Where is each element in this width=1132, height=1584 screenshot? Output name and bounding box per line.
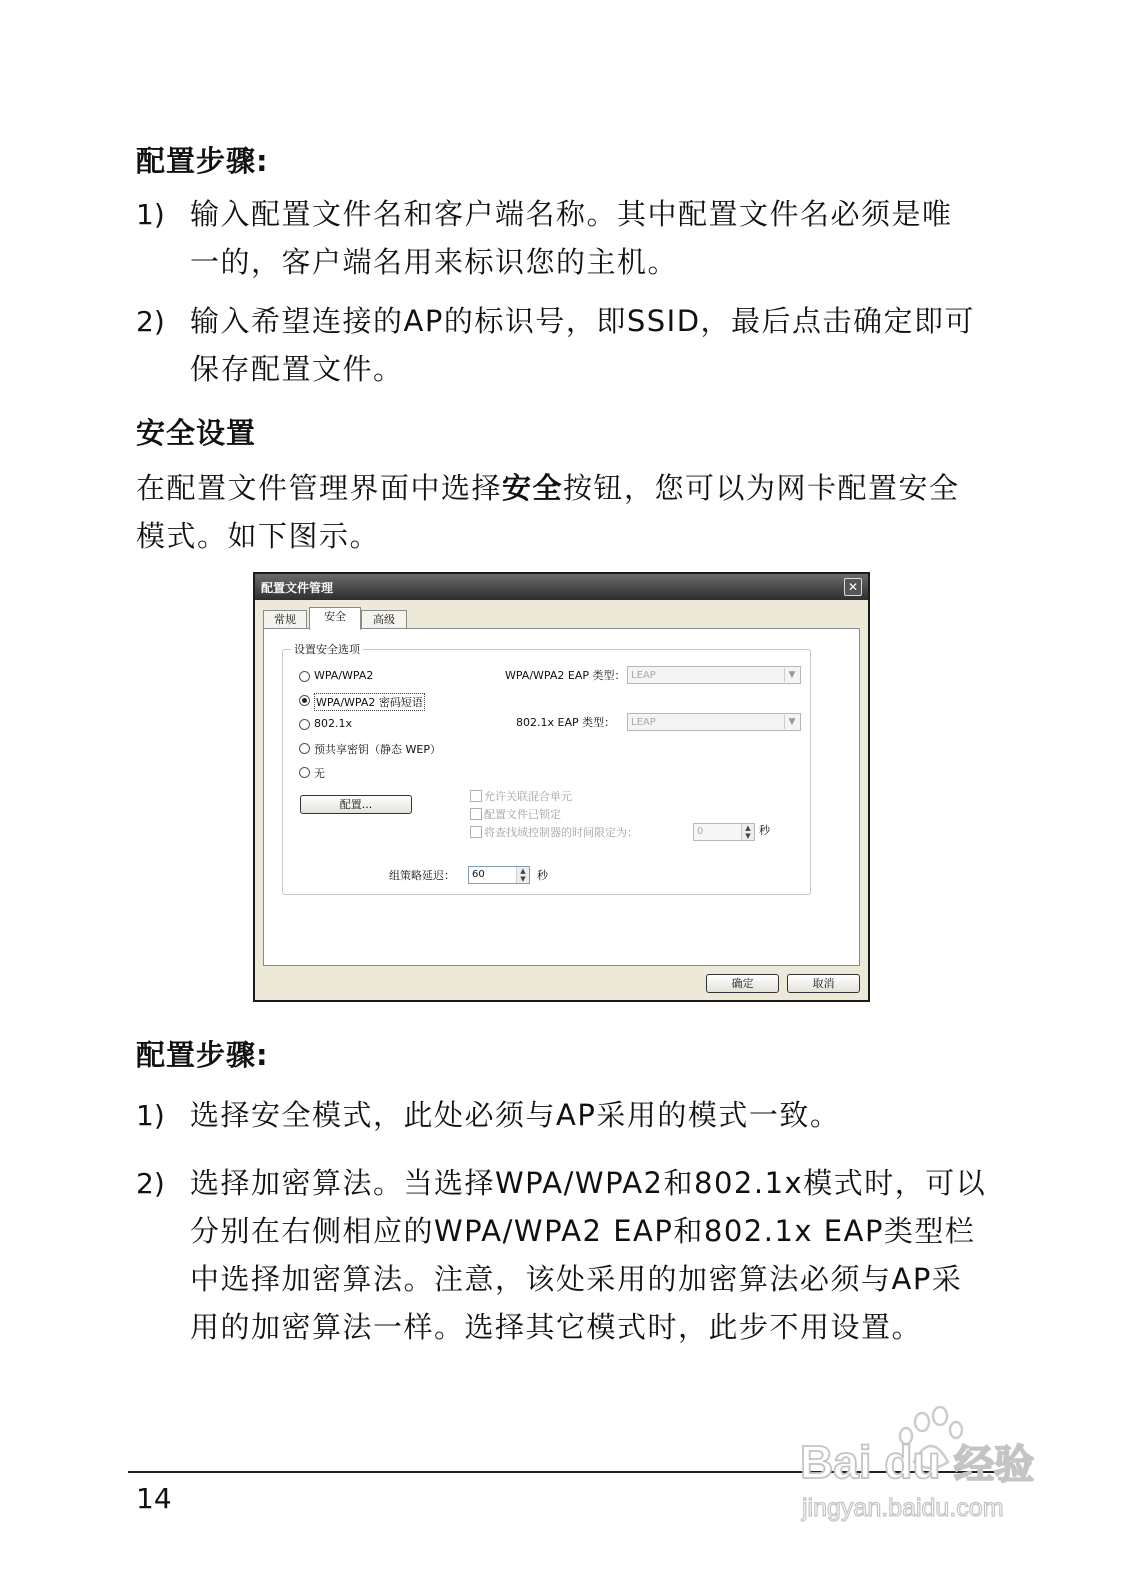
- wpa-eap-type-select[interactable]: [627, 666, 801, 684]
- intro-line: [136, 464, 960, 512]
- step-number: 1): [136, 1099, 165, 1132]
- step-number: 1): [136, 198, 165, 231]
- wpa-eap-type-label: WPA/WPA2 EAP 类型：: [505, 669, 626, 682]
- security-heading: 安全设置: [136, 416, 257, 450]
- radio-label: 预共享密钥（静态 WEP）: [314, 743, 441, 756]
- step-line: 分别在右侧相应的WPA/WPA2 EAP和802.1x EAP类型栏: [190, 1214, 976, 1248]
- checkbox-box[interactable]: [470, 808, 482, 820]
- configure-button[interactable]: 配置...: [300, 795, 412, 814]
- cancel-button[interactable]: 取消: [787, 974, 860, 993]
- eap-8021x-type-select[interactable]: [627, 713, 801, 731]
- step-line: 中选择加密算法。注意，该处采用的加密算法必须与AP采: [190, 1262, 963, 1296]
- profile-dialog: [253, 572, 870, 1002]
- spin-value: 60: [472, 869, 485, 880]
- intro-bold: 安全: [502, 471, 564, 505]
- spinner-icon[interactable]: ▲ ▼: [741, 824, 754, 840]
- group-title: 设置安全选项: [291, 641, 363, 657]
- checkbox-box[interactable]: [470, 790, 482, 802]
- step-line: 保存配置文件。: [190, 352, 404, 386]
- step-text: [190, 1091, 840, 1139]
- step-number: 2): [136, 1167, 165, 1200]
- intro-line: 模式。如下图示。: [136, 519, 381, 553]
- step-line: 输入配置文件名和客户端名称。其中配置文件名必须是唯: [190, 197, 953, 231]
- checkbox-label: 允许关联混合单元: [484, 790, 572, 803]
- checkbox-label: 将查找域控制器的时间限定为：: [484, 826, 638, 839]
- section2-heading: 配置步骤:: [136, 1038, 269, 1072]
- tab-general[interactable]: 常规: [263, 610, 307, 629]
- policy-delay-label: 组策略延迟：: [389, 869, 455, 882]
- chevron-down-icon: ▼: [784, 715, 799, 729]
- dialog-title: 配置文件管理: [261, 581, 334, 595]
- section1-heading: 配置步骤:: [136, 144, 269, 178]
- checkbox-box[interactable]: [470, 826, 482, 838]
- domain-timeout-input[interactable]: [693, 823, 755, 841]
- step-line: 选择加密算法。当选择WPA/WPA2和802.1x模式时，可以: [190, 1166, 987, 1200]
- baidu-jingyan-watermark: [796, 1400, 1056, 1530]
- step-line: 一的，客户端名用来标识您的主机。: [190, 245, 679, 279]
- radio-circle[interactable]: [299, 743, 310, 754]
- spin-value: 0: [697, 826, 704, 837]
- step-number: 2): [136, 305, 165, 338]
- security-intro: [136, 464, 960, 560]
- policy-delay-unit: 秒: [537, 869, 548, 882]
- step-line: 用的加密算法一样。选择其它模式时，此步不用设置。: [190, 1310, 923, 1344]
- watermark-url: jingyan.baidu.com: [802, 1494, 1004, 1522]
- intro-suffix: 按钮，您可以为网卡配置安全: [563, 471, 960, 505]
- select-value: LEAP: [631, 717, 656, 728]
- radio-label: 无: [314, 767, 325, 780]
- radio-circle[interactable]: [299, 719, 310, 730]
- radio-label: WPA/WPA2 密码短语: [314, 693, 425, 711]
- security-options-group: [282, 643, 811, 895]
- intro-prefix: 在配置文件管理界面中选择: [136, 471, 503, 505]
- select-value: LEAP: [631, 670, 656, 681]
- page-number: 14: [136, 1482, 172, 1515]
- radio-circle[interactable]: [299, 671, 310, 682]
- radio-circle-selected[interactable]: [299, 695, 310, 706]
- radio-circle[interactable]: [299, 767, 310, 778]
- watermark-brand: Bai du: [800, 1436, 941, 1488]
- close-icon[interactable]: ✕: [844, 578, 862, 596]
- spinner-icon[interactable]: ▲ ▼: [516, 867, 529, 883]
- dialog-titlebar: [255, 574, 868, 600]
- checkbox-label: 配置文件已锁定: [484, 808, 561, 821]
- security-panel: [263, 628, 860, 966]
- step-text: [190, 297, 975, 393]
- watermark-suffix: 经验: [954, 1442, 1034, 1488]
- step-line: 输入希望连接的AP的标识号，即SSID，最后点击确定即可: [190, 304, 976, 338]
- eap-8021x-type-label: 802.1x EAP 类型：: [516, 716, 616, 729]
- chevron-down-icon: ▼: [784, 668, 799, 682]
- step-text: [190, 1159, 986, 1351]
- radio-label: 802.1x: [314, 717, 353, 730]
- tab-advanced[interactable]: 高级: [361, 610, 407, 629]
- policy-delay-input[interactable]: [468, 866, 530, 884]
- step-text: [190, 190, 953, 286]
- ok-button[interactable]: 确定: [706, 974, 779, 993]
- domain-timeout-unit: 秒: [759, 824, 770, 837]
- tab-security[interactable]: 安全: [309, 607, 361, 630]
- step-line: 选择安全模式，此处必须与AP采用的模式一致。: [190, 1098, 841, 1132]
- radio-label: WPA/WPA2: [314, 669, 374, 682]
